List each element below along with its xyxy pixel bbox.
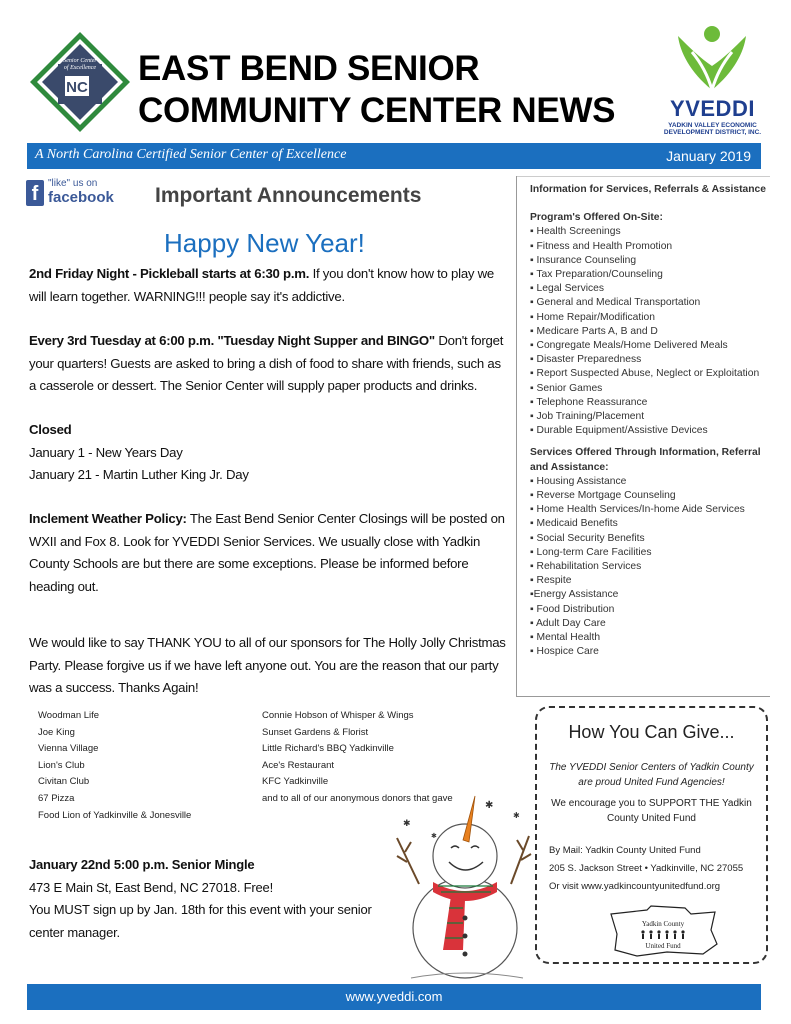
closed-section	[29, 419, 511, 487]
give-united-fund-note: The YVEDDI Senior Centers of Yadkin County are proud United Fund Agencies!	[549, 762, 754, 788]
give-support-note: We encourage you to SUPPORT THE Yadkin County United Fund	[551, 798, 752, 824]
svg-text:NC: NC	[66, 79, 88, 96]
pickleball-text: If you don't know how to play we will learn together. WARNING!!! people say it's addictive.	[29, 266, 495, 304]
service-list-item: ▪Energy Assistance	[530, 589, 619, 601]
newsletter-title	[138, 48, 615, 132]
service-list-item: ▪ Report Suspected Abuse, Neglect or Exploitation	[530, 368, 760, 380]
service-list-item: ▪ Durable Equipment/Assistive Devices	[530, 425, 708, 437]
weather-headline: Inclement Weather Policy:	[29, 511, 187, 526]
svg-text:✱: ✱	[431, 832, 437, 840]
svg-text:✱: ✱	[513, 811, 520, 820]
pickleball-headline: 2nd Friday Night - Pickleball starts at 6:30 p.m.	[29, 266, 310, 281]
how-you-can-give-box	[535, 706, 768, 964]
svg-text:Senior Center: Senior Center	[63, 58, 97, 64]
service-list-item: ▪ Housing Assistance	[530, 475, 627, 487]
happy-new-year-heading: Happy New Year!	[164, 228, 365, 258]
sponsor-item: Civitan Club	[38, 776, 90, 788]
sponsor-item: Vienna Village	[38, 743, 99, 755]
senior-mingle-section	[29, 854, 379, 944]
title-line-2: COMMUNITY CENTER NEWS	[138, 91, 616, 130]
svg-text:of Excellence: of Excellence	[63, 65, 97, 71]
sponsors-column-1	[38, 708, 248, 824]
service-list-item: ▪ Legal Services	[530, 283, 605, 295]
facebook-like-text: "like" us on	[48, 178, 98, 189]
service-list-item: ▪ Respite	[530, 575, 572, 587]
facebook-like-badge[interactable]	[26, 180, 126, 208]
service-list-item: ▪ Mental Health	[530, 632, 601, 644]
closed-date-1: January 1 - New Years Day	[29, 444, 183, 460]
service-list-item: ▪ Congregate Meals/Home Delivered Meals	[530, 340, 728, 352]
onsite-programs-title: Program's Offered On-Site:	[530, 212, 663, 224]
supper-text: Don't forget your quarters! Guests are asked to bring a dish of food to share with friends, such as a casserole or dessert. The Senior Center will supply paper products and drinks.	[29, 333, 504, 393]
pickleball-paragraph	[29, 263, 511, 308]
referral-services-title: Services Offered Through Information, Referral and Assistance:	[530, 447, 761, 473]
service-list-item: ▪ Insurance Counseling	[530, 254, 637, 266]
svg-text:✱: ✱	[485, 800, 494, 811]
yveddi-name: YVEDDI	[670, 96, 755, 121]
issue-month: January 2019	[666, 148, 751, 164]
service-list-item: ▪ Senior Games	[530, 382, 603, 394]
service-list-item: ▪ Medicare Parts A, B and D	[530, 325, 658, 337]
senior-center-excellence-logo	[28, 30, 132, 134]
yadkin-county-map-logo	[607, 904, 719, 958]
facebook-word: facebook	[48, 189, 114, 206]
sponsor-item: Lion's Club	[38, 759, 85, 771]
supper-event-name: "Tuesday Night Supper and BINGO"	[217, 333, 435, 348]
weather-text: The East Bend Senior Center Closings will be posted on WXII and Fox 8. Look for YVEDDI Senior Services. We usually close with Yadkin County Schools are but there are some exceptions. Please be informed before heading out.	[29, 511, 505, 594]
sponsor-item: Food Lion of Yadkinville & Jonesville	[38, 809, 192, 821]
sponsor-item: Woodman Life	[38, 710, 100, 721]
supper-headline: Every 3rd Tuesday at 6:00 p.m.	[29, 333, 218, 348]
service-list-item: ▪ Long-term Care Facilities	[530, 546, 652, 558]
yveddi-logo	[650, 22, 775, 137]
svg-text:✱: ✱	[403, 819, 411, 829]
service-list-item: ▪ Adult Day Care	[530, 617, 606, 629]
facebook-icon: f	[26, 180, 44, 206]
give-mail-line-2: 205 S. Jackson Street • Yadkinville, NC 27055	[549, 863, 744, 874]
sponsor-item: Connie Hobson of Whisper & Wings	[262, 710, 414, 721]
service-list-item: ▪ Job Training/Placement	[530, 411, 645, 423]
service-list-item: ▪ Rehabilitation Services	[530, 561, 642, 573]
thank-you-paragraph: We would like to say THANK YOU to all of our sponsors for The Holly Jolly Christmas Party. Please forgive us if we have left anyone out. You are the reason that our party was a success. Thanks Again!	[29, 635, 506, 695]
column-divider	[516, 176, 517, 696]
service-list-item: ▪ Tax Preparation/Counseling	[530, 269, 663, 281]
service-list-item: ▪ General and Medical Transportation	[530, 297, 701, 309]
service-list-item: ▪ Home Repair/Modification	[530, 311, 655, 323]
svg-text:United Fund: United Fund	[645, 942, 681, 950]
sponsor-item: 67 Pizza	[38, 792, 75, 804]
sponsor-item: and to all of our anonymous donors that gave	[262, 792, 453, 804]
mingle-signup: You MUST sign up by Jan. 18th for this event with your senior center manager.	[29, 902, 372, 940]
services-sidebar	[530, 183, 770, 660]
give-mail-info	[549, 842, 764, 896]
svg-text:Yadkin County: Yadkin County	[641, 920, 685, 928]
yveddi-subtitle: YADKIN VALLEY ECONOMIC DEVELOPMENT DISTRICT, INC.	[663, 122, 762, 136]
snowman-illustration	[393, 778, 533, 983]
service-list-item: ▪ Health Screenings	[530, 226, 621, 238]
yveddi-figure-icon	[650, 22, 775, 94]
supper-bingo-paragraph	[29, 330, 511, 398]
service-list-item: ▪ Food Distribution	[530, 603, 615, 615]
give-mail-line-1: By Mail: Yadkin County United Fund	[549, 845, 701, 856]
sponsor-item: KFC Yadkinville	[262, 776, 329, 788]
service-list-item: ▪ Fitness and Health Promotion	[530, 240, 673, 252]
info-services-title: Information for Services, Referrals & Assistance	[530, 184, 766, 195]
service-list-item: ▪ Social Security Benefits	[530, 532, 645, 544]
sponsor-item: Ace's Restaurant	[262, 759, 335, 771]
service-list-item: ▪ Medicaid Benefits	[530, 518, 618, 530]
announcements-title: Important Announcements	[155, 184, 422, 207]
closed-title: Closed	[29, 422, 72, 437]
sponsor-item: Little Richard's BBQ Yadkinville	[262, 743, 394, 755]
sidebar-top-rule	[516, 176, 770, 177]
mingle-headline: January 22nd 5:00 p.m. Senior Mingle	[29, 857, 255, 872]
give-title: How You Can Give...	[568, 722, 735, 742]
tagline: A North Carolina Certified Senior Center of Excellence	[35, 147, 347, 162]
mingle-address: 473 E Main St, East Bend, NC 27018. Free!	[29, 879, 273, 895]
closed-date-2: January 21 - Martin Luther King Jr. Day	[29, 467, 249, 482]
service-list-item: ▪ Home Health Services/In-home Aide Services	[530, 504, 745, 516]
title-line-1: EAST BEND SENIOR	[138, 49, 480, 88]
sidebar-bottom-rule	[516, 696, 770, 697]
footer-website[interactable]: www.yveddi.com	[27, 984, 761, 1010]
sponsor-item: Sunset Gardens & Florist	[262, 726, 369, 738]
weather-policy-paragraph	[29, 508, 511, 598]
service-list-item: ▪ Telephone Reassurance	[530, 396, 648, 408]
service-list-item: ▪ Hospice Care	[530, 646, 599, 658]
tagline-bar	[27, 143, 761, 169]
service-list-item: ▪ Reverse Mortgage Counseling	[530, 490, 676, 502]
give-website-line[interactable]: Or visit www.yadkincountyunitedfund.org	[549, 881, 721, 892]
service-list-item: ▪ Disaster Preparedness	[530, 354, 642, 366]
sponsor-item: Joe King	[38, 726, 75, 738]
onsite-programs-list	[530, 225, 770, 438]
referral-services-list	[530, 475, 770, 660]
